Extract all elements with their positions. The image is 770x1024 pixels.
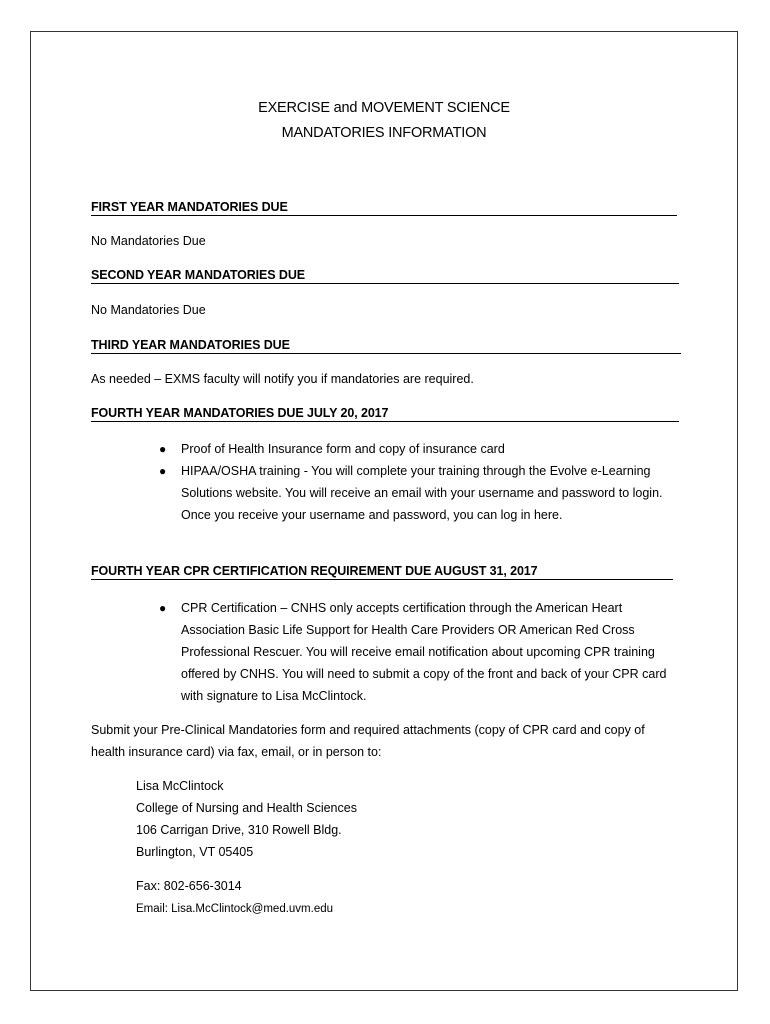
third-year-header: THIRD YEAR MANDATORIES DUE	[91, 337, 681, 354]
mailing-address	[136, 775, 357, 863]
list-item	[159, 597, 671, 707]
document-page	[30, 31, 738, 991]
list-item-text: Proof of Health Insurance form and copy of insurance card	[181, 442, 505, 456]
first-year-header: FIRST YEAR MANDATORIES DUE	[91, 199, 677, 216]
email-address[interactable]: Email: Lisa.McClintock@med.uvm.edu	[136, 903, 334, 915]
cpr-header: FOURTH YEAR CPR CERTIFICATION REQUIREMENT DUE AUGUST 31, 2017	[91, 563, 673, 580]
address-org: College of Nursing and Health Sciences	[136, 801, 357, 815]
third-year-text: As needed – EXMS faculty will notify you if mandatories are required.	[91, 372, 474, 386]
cpr-list	[159, 597, 671, 707]
address-street: 106 Carrigan Drive, 310 Rowell Bldg.	[136, 823, 342, 837]
document-title	[31, 96, 737, 146]
second-year-header: SECOND YEAR MANDATORIES DUE	[91, 267, 679, 284]
list-item-text: HIPAA/OSHA training - You will complete your training through the Evolve e-Learning Solutions website. You will receive an email with your username and password to login. Once you receive your username and password, you can log in here.	[181, 464, 663, 522]
second-year-text: No Mandatories Due	[91, 303, 206, 317]
list-item-text: CPR Certification – CNHS only accepts certification through the American Heart Association Basic Life Support for Health Care Providers OR American Red Cross Professional Rescuer. You will receive email notification about upcoming CPR training offered by CNHS. You will need to submit a copy of the front and back of your CPR card with signature to Lisa McClintock.	[181, 601, 667, 703]
fourth-year-header: FOURTH YEAR MANDATORIES DUE JULY 20, 2017	[91, 405, 679, 422]
fax-number: Fax: 802-656-3014	[136, 879, 242, 893]
title-line-2: MANDATORIES INFORMATION	[281, 125, 487, 141]
fourth-year-list	[159, 438, 671, 526]
bullet-icon: ●	[159, 601, 167, 615]
title-line-1: EXERCISE and MOVEMENT SCIENCE	[258, 100, 510, 116]
submit-paragraph: Submit your Pre-Clinical Mandatories form and required attachments (copy of CPR card and copy of health insurance card) via fax, email, or in person to:	[91, 723, 645, 759]
list-item	[159, 438, 671, 460]
address-name: Lisa McClintock	[136, 779, 224, 793]
bullet-icon: ●	[159, 442, 167, 456]
first-year-text: No Mandatories Due	[91, 234, 206, 248]
address-city: Burlington, VT 05405	[136, 845, 254, 859]
list-item	[159, 460, 671, 526]
contact-info	[136, 875, 333, 921]
bullet-icon: ●	[159, 464, 167, 478]
